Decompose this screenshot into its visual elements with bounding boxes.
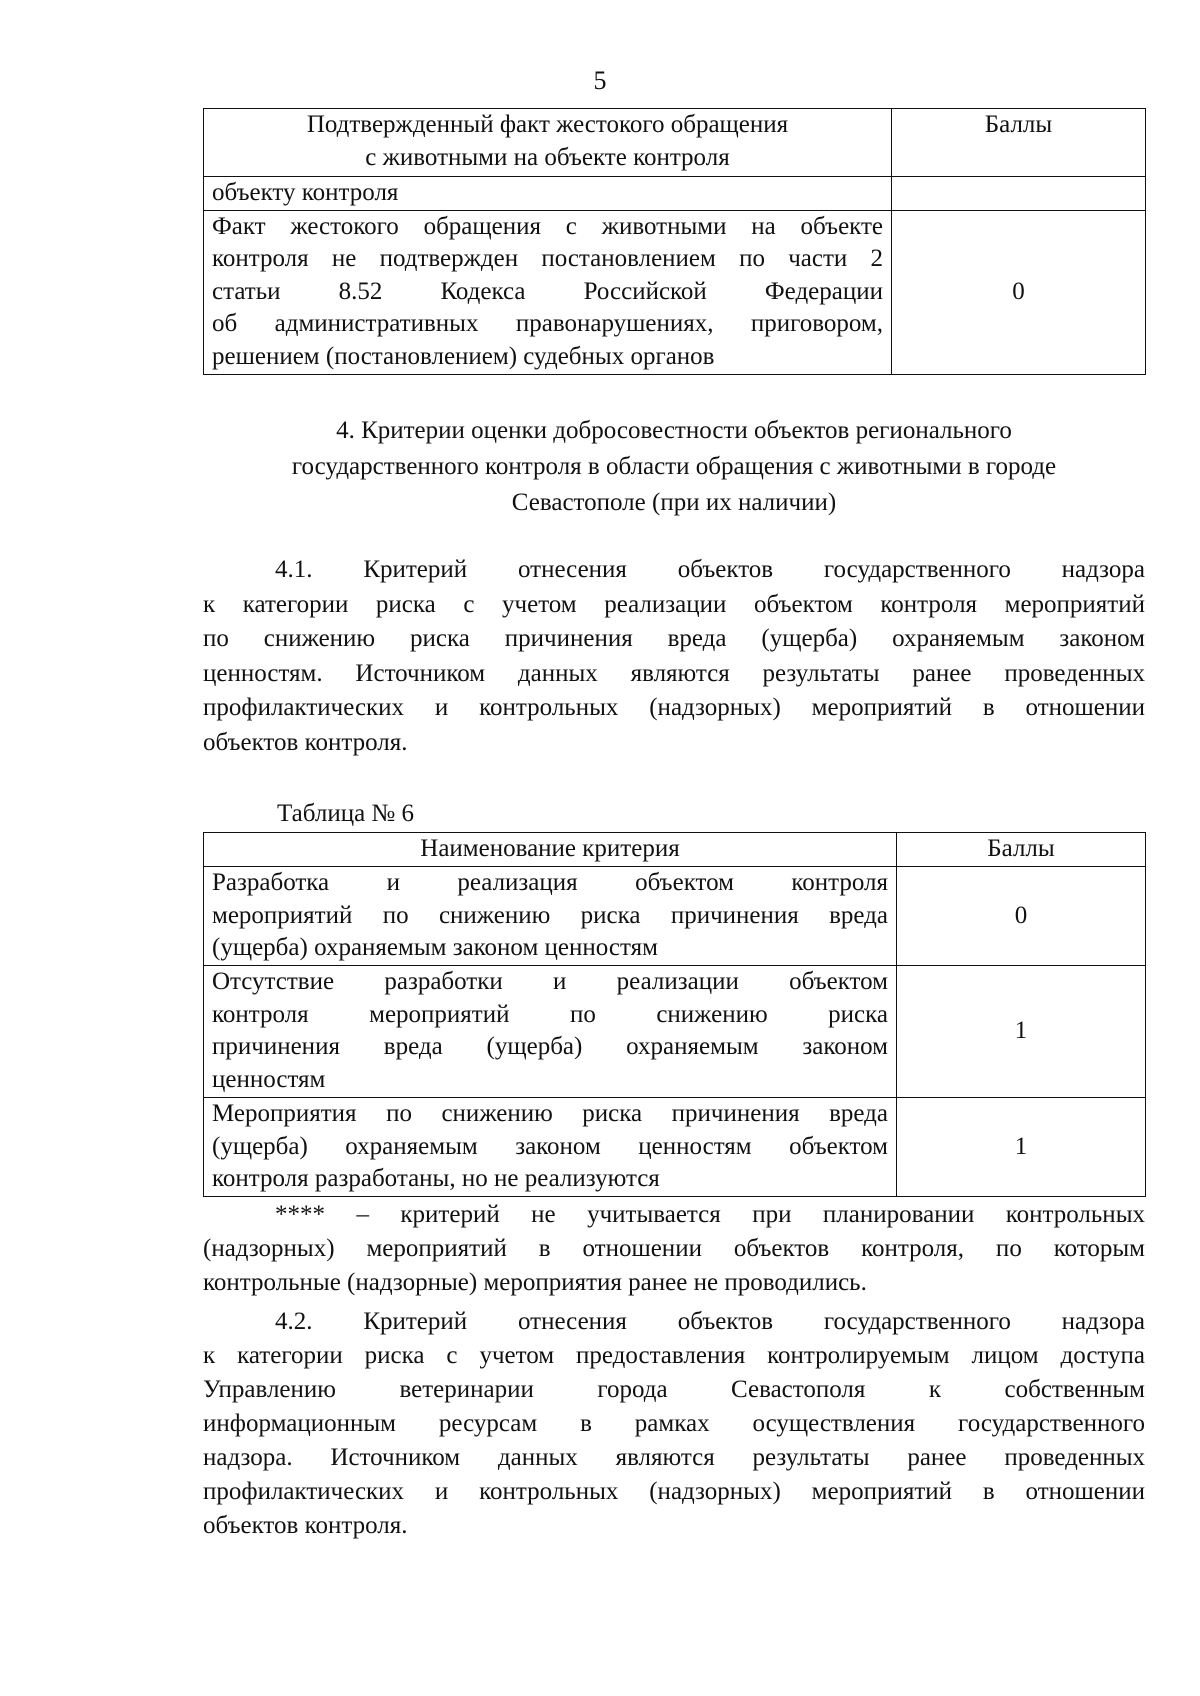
criterion-cell [204,966,897,1098]
criterion-cell [204,1098,897,1197]
paragraph-line: 4.2. Критерий отнесения объектов государственного надзора [275,1308,1145,1335]
table-6 [203,832,1146,1197]
header-score-cell: Баллы [897,833,1146,867]
cell-line: мероприятий по снижению риска причинения вреда [212,901,888,929]
table-caption: Таблица № 6 [277,800,415,827]
table-row [204,867,1146,966]
header-line: Подтвержденный факт жестокого обращения [306,111,789,138]
empty-score-cell [892,177,1146,211]
footnote-line: контрольные (надзорные) мероприятия ранее не проводились. [203,1269,867,1296]
paragraph-line: профилактических и контрольных (надзорных) мероприятий в отношении [203,694,1145,721]
cell-line: контроля мероприятий по снижению риска [212,1000,888,1028]
score-cell: 1 [897,1098,1146,1197]
cell-line: Отсутствие разработки и реализации объектом [212,968,888,995]
score-cell: 1 [897,966,1146,1098]
page-number: 5 [593,66,607,95]
cell-line: статьи 8.52 Кодекса Российской Федерации [212,277,883,305]
table-row [204,1098,1146,1197]
cell-line: контроля разработаны, но не реализуются [212,1165,660,1192]
header-line: с животными на объекте контроля [365,143,730,171]
footnote-line: **** – критерий не учитывается при планировании контрольных [275,1201,1145,1228]
header-criterion-cell [204,109,892,177]
heading-line: Севастополе (при их наличии) [511,489,837,516]
cell-line: ценностям [212,1065,326,1093]
paragraph-line: объектов контроля. [203,1512,408,1539]
cell-line: (ущерба) охраняемым законом ценностям объектом [212,1132,888,1160]
table-row [204,210,1146,374]
paragraph-line: надзора. Источником данных являются результаты ранее проведенных [203,1444,1145,1471]
cell-line: об административных правонарушениях, приговором, [212,310,883,337]
header-score-cell: Баллы [892,109,1146,177]
score-cell: 0 [892,210,1146,374]
footnote-line: (надзорных) мероприятий в отношении объектов контроля, по которым [203,1235,1145,1262]
cell-line: Мероприятия по снижению риска причинения вреда [212,1100,888,1127]
score-cell: 0 [897,867,1146,966]
heading-line: 4. Критерии оценки добросовестности объектов регионального [336,417,1012,444]
paragraph-line: по снижению риска причинения вреда (ущерба) охраняемым законом [203,625,1145,652]
header-criterion-cell: Наименование критерия [204,833,897,867]
paragraph-line: Управлению ветеринарии города Севастополя к собственным [203,1376,1145,1403]
criterion-cell [204,867,897,966]
table-header-row [204,109,1146,177]
cell-line: причинения вреда (ущерба) охраняемым законом [212,1033,888,1060]
cell-line: Факт жестокого обращения с животными на объекте [212,212,883,240]
cell-line: контроля не подтвержден постановлением по части 2 [212,245,883,272]
table-row [204,966,1146,1098]
cell-line: (ущерба) охраняемым законом ценностям [212,934,658,961]
paragraph-4-1 [203,553,1145,760]
table-row [204,177,1146,211]
footnote [203,1198,1145,1300]
table-header-row [204,833,1146,867]
criterion-cell [204,210,892,374]
heading-line: государственного контроля в области обращения с животными в городе [291,453,1057,480]
paragraph-line: ценностям. Источником данных являются результаты ранее проведенных [203,659,1145,687]
paragraph-line: профилактических и контрольных (надзорных) мероприятий в отношении [203,1478,1145,1505]
criteria-table-continued [203,108,1146,375]
paragraph-line: 4.1. Критерий отнесения объектов государственного надзора [275,556,1145,583]
paragraph-line: информационным ресурсам в рамках осуществления государственного [203,1410,1145,1437]
paragraph-line: объектов контроля. [203,728,408,756]
paragraph-4-2 [203,1305,1145,1543]
cell-line: решением (постановлением) судебных органов [212,342,715,370]
continuation-cell: объекту контроля [204,177,892,211]
section-heading [203,413,1145,521]
paragraph-line: к категории риска с учетом предоставления контролируемым лицом доступа [203,1342,1145,1369]
cell-line: Разработка и реализация объектом контроля [212,869,888,896]
paragraph-line: к категории риска с учетом реализации объектом контроля мероприятий [203,590,1145,618]
